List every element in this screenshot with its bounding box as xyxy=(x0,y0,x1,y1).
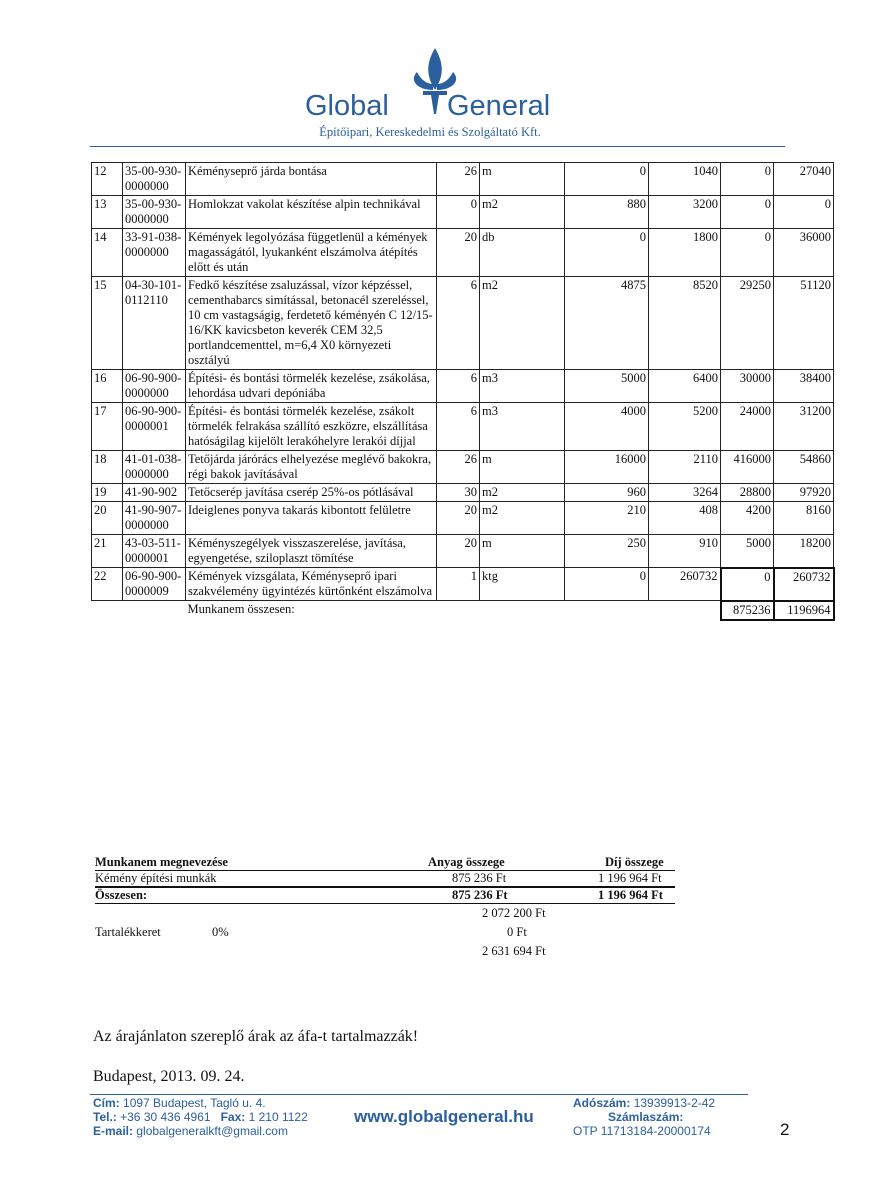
cell-labor-total: 97920 xyxy=(774,484,834,502)
cell-desc: Kéményszegélyek visszaszerelése, javítása, egyengetése, sziloplaszt tömítése xyxy=(186,535,437,568)
cell-no: 18 xyxy=(92,451,123,484)
fax-value: 1 210 1122 xyxy=(248,1110,308,1124)
cell-desc: Építési- és bontási törmelék kezelése, zsákolt törmelék felrakása szállító eszközre, elszállítása hatóságilag kijelölt lerakóhelyre lerakói díjjal xyxy=(186,403,437,451)
table-row xyxy=(92,370,834,403)
cell-labor-total: 51120 xyxy=(774,277,834,370)
summary-line-1 xyxy=(95,906,675,921)
cell-labor-total: 0 xyxy=(774,196,834,229)
cell-mat-unit: 16000 xyxy=(565,451,649,484)
summary-total-row xyxy=(95,888,675,903)
summary-bottom-rule xyxy=(95,903,675,904)
cell-mat-total: 0 xyxy=(721,163,774,196)
total-spacer-2 xyxy=(437,601,721,620)
summary-section xyxy=(95,855,675,959)
email-label: E-mail: xyxy=(93,1124,134,1138)
table-row xyxy=(92,502,834,535)
cell-unit: db xyxy=(480,229,565,277)
footer-account xyxy=(573,1124,711,1138)
cell-mat-total: 30000 xyxy=(721,370,774,403)
tax-label: Adószám: xyxy=(573,1096,631,1110)
cost-estimate-table xyxy=(91,162,835,621)
cell-no: 22 xyxy=(92,568,123,601)
cell-mat-unit: 0 xyxy=(565,568,649,601)
cell-labor-unit: 408 xyxy=(649,502,721,535)
cell-labor-total: 36000 xyxy=(774,229,834,277)
cell-mat-total: 4200 xyxy=(721,502,774,535)
page-number: 2 xyxy=(780,1120,790,1139)
cell-unit: m xyxy=(480,451,565,484)
cell-mat-unit: 250 xyxy=(565,535,649,568)
cell-labor-total: 27040 xyxy=(774,163,834,196)
summary-header-name: Munkanem megnevezése xyxy=(95,855,228,869)
cell-labor-total: 38400 xyxy=(774,370,834,403)
cell-labor-unit: 260732 xyxy=(649,568,721,601)
cell-no: 17 xyxy=(92,403,123,451)
cell-mat-total: 0 xyxy=(721,229,774,277)
reserve-percent: 0% xyxy=(212,925,229,939)
cell-desc: Homlokzat vakolat készítése alpin technikával xyxy=(186,196,437,229)
cell-labor-unit: 8520 xyxy=(649,277,721,370)
table-row xyxy=(92,451,834,484)
cell-qty: 20 xyxy=(437,502,480,535)
cell-qty: 20 xyxy=(437,229,480,277)
cell-labor-total: 8160 xyxy=(774,502,834,535)
cell-mat-total: 416000 xyxy=(721,451,774,484)
phone-value: +36 30 436 4961 xyxy=(120,1110,211,1124)
phone-label: Tel.: xyxy=(93,1110,117,1124)
footer-address xyxy=(93,1096,266,1110)
footer-phone xyxy=(93,1110,308,1124)
cell-unit: m xyxy=(480,535,565,568)
cell-labor-total: 18200 xyxy=(774,535,834,568)
cell-code: 41-01-038-0000000 xyxy=(123,451,186,484)
cell-no: 20 xyxy=(92,502,123,535)
table-row xyxy=(92,163,834,196)
reserve-row xyxy=(95,925,675,940)
cell-mat-unit: 5000 xyxy=(565,370,649,403)
cell-qty: 6 xyxy=(437,403,480,451)
cell-mat-total: 24000 xyxy=(721,403,774,451)
summary-row-material: 875 236 Ft xyxy=(452,871,507,885)
summary-row-fee: 1 196 964 Ft xyxy=(598,871,662,885)
website-link[interactable]: www.globalgeneral.hu xyxy=(354,1107,534,1126)
cell-unit: m2 xyxy=(480,484,565,502)
cell-code: 41-90-902 xyxy=(123,484,186,502)
cell-unit: m2 xyxy=(480,196,565,229)
header-divider xyxy=(90,146,785,147)
cell-qty: 6 xyxy=(437,277,480,370)
cell-desc: Kéményseprő járda bontása xyxy=(186,163,437,196)
cell-code: 33-91-038-0000000 xyxy=(123,229,186,277)
cell-desc: Ideiglenes ponyva takarás kibontott felületre xyxy=(186,502,437,535)
cell-unit: m3 xyxy=(480,370,565,403)
cell-mat-total: 29250 xyxy=(721,277,774,370)
footer-tax xyxy=(573,1096,715,1110)
footer-divider xyxy=(90,1094,748,1095)
cell-unit: ktg xyxy=(480,568,565,601)
total-material: 875236 xyxy=(721,601,774,620)
cell-labor-unit: 1800 xyxy=(649,229,721,277)
summary-total-label: Összesen: xyxy=(95,888,148,902)
cell-qty: 20 xyxy=(437,535,480,568)
summary-header-fee: Díj összege xyxy=(605,855,664,869)
cell-desc: Fedkő készítése zsaluzással, vízor képzéssel, cementhabarcs simítással, betonacél szereléssel, 10 cm vastagságig, ferdetető kéményén C 12/15-16/KK kavicsbeton keverék CEM 32,5 portlandcementtel, m=6,4 X0 környezeti osztályú xyxy=(186,277,437,370)
cell-unit: m3 xyxy=(480,403,565,451)
city-date: Budapest, 2013. 09. 24. xyxy=(93,1068,245,1085)
cell-code: 35-00-930-0000000 xyxy=(123,163,186,196)
cell-qty: 0 xyxy=(437,196,480,229)
cell-no: 21 xyxy=(92,535,123,568)
cell-mat-unit: 880 xyxy=(565,196,649,229)
cell-labor-total: 31200 xyxy=(774,403,834,451)
total-spacer-1 xyxy=(92,601,186,620)
cell-mat-unit: 960 xyxy=(565,484,649,502)
cell-code: 06-90-900-0000001 xyxy=(123,403,186,451)
summary-total-material: 875 236 Ft xyxy=(452,888,508,902)
table-row xyxy=(92,196,834,229)
cell-unit: m xyxy=(480,163,565,196)
cell-desc: Kémények legolyózása függetlenül a kémények magasságától, lyukanként elszámolva átépítés előtt és után xyxy=(186,229,437,277)
cell-no: 12 xyxy=(92,163,123,196)
summary-total-fee: 1 196 964 Ft xyxy=(598,888,663,902)
cell-no: 19 xyxy=(92,484,123,502)
cell-qty: 6 xyxy=(437,370,480,403)
cell-mat-unit: 4875 xyxy=(565,277,649,370)
footer-account-label xyxy=(608,1110,683,1124)
cell-labor-unit: 2110 xyxy=(649,451,721,484)
cell-unit: m2 xyxy=(480,277,565,370)
fax-label: Fax: xyxy=(220,1110,246,1124)
summary-value-1: 2 072 200 Ft xyxy=(482,906,546,920)
cell-code: 41-90-907-0000000 xyxy=(123,502,186,535)
cell-qty: 1 xyxy=(437,568,480,601)
cell-unit: m2 xyxy=(480,502,565,535)
cell-mat-unit: 0 xyxy=(565,229,649,277)
table-row xyxy=(92,403,834,451)
reserve-value: 0 Ft xyxy=(507,925,527,939)
reserve-label: Tartalékkeret xyxy=(95,925,161,939)
cell-mat-total: 0 xyxy=(721,196,774,229)
cell-labor-unit: 3200 xyxy=(649,196,721,229)
address-value: 1097 Budapest, Tagló u. 4. xyxy=(123,1096,266,1110)
footer-email xyxy=(93,1124,288,1138)
cell-desc: Kémények vizsgálata, Kéményseprő ipari szakvélemény ügyintézés kürtőnként elszámolva xyxy=(186,568,437,601)
cell-no: 15 xyxy=(92,277,123,370)
cell-labor-unit: 6400 xyxy=(649,370,721,403)
cell-qty: 30 xyxy=(437,484,480,502)
summary-row-name: Kémény építési munkák xyxy=(95,871,217,885)
cell-mat-unit: 0 xyxy=(565,163,649,196)
tax-value: 13939913-2-42 xyxy=(633,1096,716,1110)
account-value: OTP 11713184-20000174 xyxy=(573,1124,711,1138)
cell-desc: Tetőjárda járórács elhelyezése meglévő bakokra, régi bakok javításával xyxy=(186,451,437,484)
cell-code: 43-03-511-0000001 xyxy=(123,535,186,568)
table-row xyxy=(92,484,834,502)
cell-no: 14 xyxy=(92,229,123,277)
cell-code: 04-30-101-0112110 xyxy=(123,277,186,370)
cell-mat-total: 5000 xyxy=(721,535,774,568)
logo-text-general: General xyxy=(447,90,551,122)
cell-code: 35-00-930-0000000 xyxy=(123,196,186,229)
cell-code: 06-90-900-0000000 xyxy=(123,370,186,403)
cell-labor-total: 54860 xyxy=(774,451,834,484)
table-row xyxy=(92,277,834,370)
total-label: Munkanem összesen: xyxy=(187,602,295,616)
cell-desc: Építési- és bontási törmelék kezelése, zsákolása, lehordása udvari depóniába xyxy=(186,370,437,403)
summary-line-3 xyxy=(95,944,675,959)
summary-data-row xyxy=(95,871,675,886)
cell-no: 16 xyxy=(92,370,123,403)
summary-header-material: Anyag összege xyxy=(428,855,505,869)
cell-desc: Tetőcserép javítása cserép 25%-os pótlásával xyxy=(186,484,437,502)
cell-mat-total: 0 xyxy=(721,568,774,601)
cell-labor-unit: 3264 xyxy=(649,484,721,502)
cell-labor-total: 260732 xyxy=(774,568,834,601)
cell-mat-unit: 210 xyxy=(565,502,649,535)
cell-code: 06-90-900-0000009 xyxy=(123,568,186,601)
cell-mat-total: 28800 xyxy=(721,484,774,502)
account-label: Számlaszám: xyxy=(608,1110,684,1124)
cell-no: 13 xyxy=(92,196,123,229)
cell-mat-unit: 4000 xyxy=(565,403,649,451)
cell-labor-unit: 1040 xyxy=(649,163,721,196)
cell-labor-unit: 5200 xyxy=(649,403,721,451)
address-label: Cím: xyxy=(93,1096,120,1110)
logo-text-global: Global xyxy=(305,90,389,122)
company-subtitle: Építőipari, Kereskedelmi és Szolgáltató Kft. xyxy=(319,125,541,139)
cell-labor-unit: 910 xyxy=(649,535,721,568)
email-value[interactable]: globalgeneralkft@gmail.com xyxy=(136,1124,288,1138)
vat-note: Az árajánlaton szereplő árak az áfa-t tartalmazzák! xyxy=(93,1028,419,1045)
table-row xyxy=(92,229,834,277)
total-labor: 1196964 xyxy=(774,601,834,620)
cell-qty: 26 xyxy=(437,163,480,196)
table-row xyxy=(92,568,834,601)
summary-header-row xyxy=(95,855,675,870)
total-row xyxy=(92,601,834,620)
cell-qty: 26 xyxy=(437,451,480,484)
summary-grand-value: 2 631 694 Ft xyxy=(482,944,546,958)
table-row xyxy=(92,535,834,568)
